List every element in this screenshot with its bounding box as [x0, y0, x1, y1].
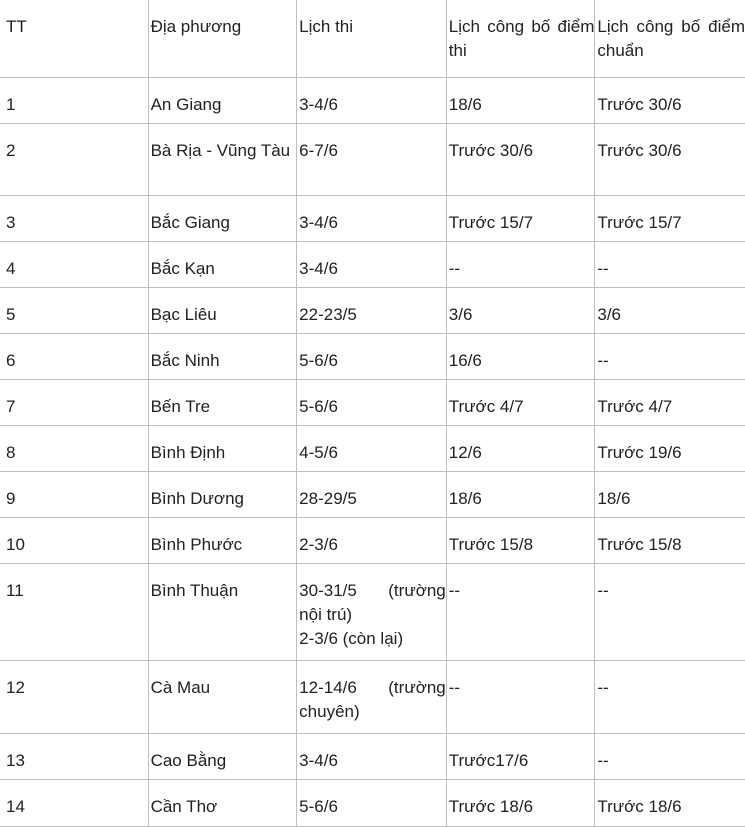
- header-rank: TT: [0, 0, 148, 77]
- cell-score-release: Trước 18/6: [446, 779, 595, 826]
- cell-score-release: 18/6: [446, 77, 595, 123]
- cell-province: Bình Thuận: [148, 563, 297, 660]
- cell-province: Cà Mau: [148, 660, 297, 733]
- cell-province: An Giang: [148, 77, 297, 123]
- cell-rank: 14: [0, 779, 148, 826]
- cell-province: Bình Dương: [148, 471, 297, 517]
- cell-exam-date: 12-14/6 (trường chuyên): [297, 660, 447, 733]
- cell-province: Bình Định: [148, 425, 297, 471]
- cell-exam-date: 3-4/6: [297, 195, 447, 241]
- cell-benchmark-release: Trước 30/6: [595, 123, 745, 195]
- cell-exam-date: 28-29/5: [297, 471, 447, 517]
- cell-score-release: 16/6: [446, 333, 595, 379]
- cell-rank: 4: [0, 241, 148, 287]
- cell-score-release: 12/6: [446, 425, 595, 471]
- table-row: [0, 77, 745, 123]
- cell-exam-date: 22-23/5: [297, 287, 447, 333]
- table-row: [0, 333, 745, 379]
- cell-exam-date: 4-5/6: [297, 425, 447, 471]
- cell-rank: 7: [0, 379, 148, 425]
- table-row: [0, 287, 745, 333]
- cell-rank: 6: [0, 333, 148, 379]
- cell-benchmark-release: Trước 30/6: [595, 77, 745, 123]
- cell-exam-date: 6-7/6: [297, 123, 447, 195]
- cell-exam-date: 3-4/6: [297, 241, 447, 287]
- cell-benchmark-release: --: [595, 333, 745, 379]
- cell-exam-date: 5-6/6: [297, 379, 447, 425]
- table-row: [0, 425, 745, 471]
- cell-province: Bắc Giang: [148, 195, 297, 241]
- cell-benchmark-release: Trước 15/8: [595, 517, 745, 563]
- cell-exam-date: 2-3/6: [297, 517, 447, 563]
- cell-benchmark-release: Trước 15/7: [595, 195, 745, 241]
- cell-exam-date: 5-6/6: [297, 333, 447, 379]
- cell-province: Bến Tre: [148, 379, 297, 425]
- header-score-release: Lịch công bố điểm thi: [446, 0, 595, 77]
- table-row: [0, 563, 745, 660]
- cell-exam-date: 5-6/6: [297, 779, 447, 826]
- cell-province: Cao Bằng: [148, 733, 297, 779]
- cell-exam-date: [297, 563, 447, 660]
- cell-score-release: Trước17/6: [446, 733, 595, 779]
- cell-rank: 13: [0, 733, 148, 779]
- cell-rank: 10: [0, 517, 148, 563]
- cell-benchmark-release: --: [595, 563, 745, 660]
- cell-score-release: Trước 4/7: [446, 379, 595, 425]
- cell-score-release: 18/6: [446, 471, 595, 517]
- table-row: [0, 471, 745, 517]
- exam-date-line: 30-31/5 (trường nội trú): [299, 580, 446, 624]
- cell-province: Bà Rịa - Vũng Tàu: [148, 123, 297, 195]
- cell-rank: 11: [0, 563, 148, 660]
- cell-score-release: 3/6: [446, 287, 595, 333]
- header-province: Địa phương: [148, 0, 297, 77]
- cell-exam-date: 3-4/6: [297, 733, 447, 779]
- header-exam-date: Lịch thi: [297, 0, 447, 77]
- table-row: [0, 660, 745, 733]
- cell-province: Bạc Liêu: [148, 287, 297, 333]
- cell-score-release: Trước 15/7: [446, 195, 595, 241]
- cell-score-release: Trước 15/8: [446, 517, 595, 563]
- cell-benchmark-release: --: [595, 660, 745, 733]
- cell-rank: 9: [0, 471, 148, 517]
- cell-benchmark-release: Trước 4/7: [595, 379, 745, 425]
- table-row: [0, 123, 745, 195]
- table-row: [0, 779, 745, 826]
- table-header-row: [0, 0, 745, 77]
- cell-province: Cần Thơ: [148, 779, 297, 826]
- cell-exam-date: 3-4/6: [297, 77, 447, 123]
- table-row: [0, 195, 745, 241]
- exam-date-line: 2-3/6 (còn lại): [299, 628, 404, 648]
- cell-rank: 3: [0, 195, 148, 241]
- cell-score-release: --: [446, 563, 595, 660]
- cell-benchmark-release: --: [595, 241, 745, 287]
- cell-score-release: Trước 30/6: [446, 123, 595, 195]
- cell-rank: 2: [0, 123, 148, 195]
- cell-benchmark-release: --: [595, 733, 745, 779]
- table-row: [0, 517, 745, 563]
- table-row: [0, 241, 745, 287]
- cell-province: Bình Phước: [148, 517, 297, 563]
- cell-benchmark-release: Trước 18/6: [595, 779, 745, 826]
- cell-benchmark-release: Trước 19/6: [595, 425, 745, 471]
- cell-benchmark-release: 18/6: [595, 471, 745, 517]
- cell-province: Bắc Kạn: [148, 241, 297, 287]
- cell-rank: 8: [0, 425, 148, 471]
- cell-benchmark-release: 3/6: [595, 287, 745, 333]
- header-benchmark-release: Lịch công bố điểm chuẩn: [595, 0, 745, 77]
- cell-rank: 1: [0, 77, 148, 123]
- cell-rank: 12: [0, 660, 148, 733]
- cell-score-release: --: [446, 241, 595, 287]
- cell-rank: 5: [0, 287, 148, 333]
- table-row: [0, 733, 745, 779]
- cell-province: Bắc Ninh: [148, 333, 297, 379]
- cell-score-release: --: [446, 660, 595, 733]
- table-row: [0, 379, 745, 425]
